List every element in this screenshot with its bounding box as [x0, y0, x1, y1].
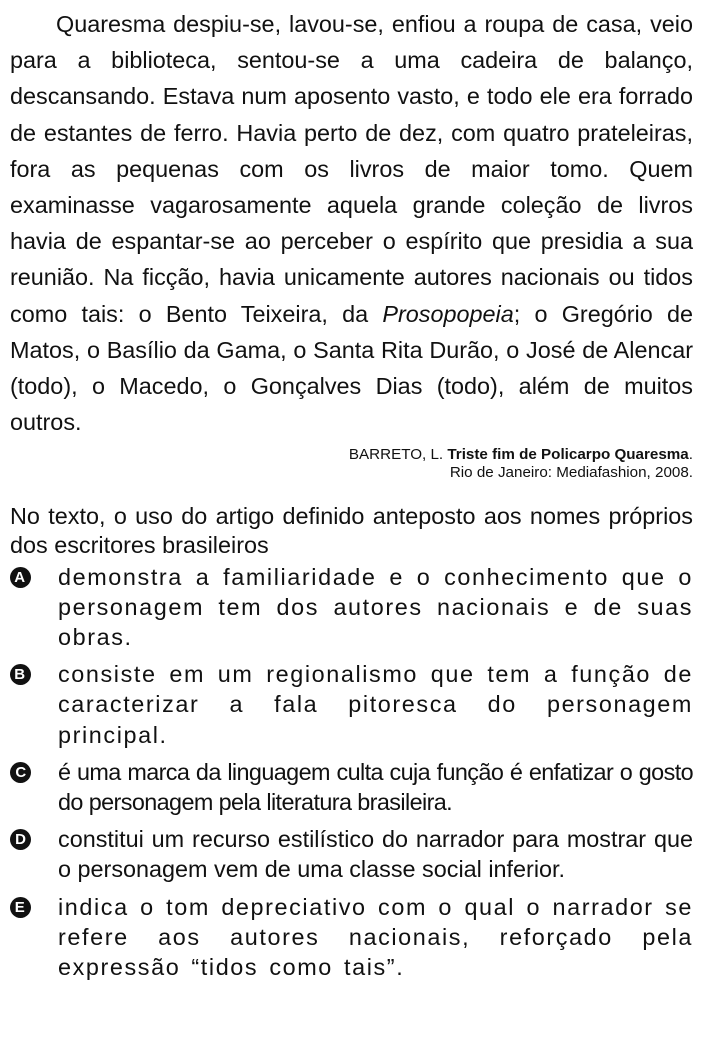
question-stem: No texto, o uso do artigo definido anteposto aos nomes próprios dos escritores brasileiros: [10, 503, 693, 559]
citation-author: BARRETO, L.: [348, 446, 448, 464]
source-citation: [10, 446, 693, 482]
citation-publisher: Rio de Janeiro: Mediafashion, 2008.: [449, 464, 693, 482]
option-c-letter-badge: C: [10, 762, 31, 783]
option-e[interactable]: [10, 892, 693, 983]
option-d-text: constitui um recurso estilístico do narrador para mostrar que o personagem vem de uma classe social inferior.: [58, 826, 693, 883]
option-c[interactable]: [10, 757, 693, 817]
answer-options: [10, 562, 693, 983]
reading-passage: [10, 6, 693, 440]
option-a-text: demonstra a familiaridade e o conhecimento que o personagem tem dos autores nacionais e de suas obras.: [58, 563, 693, 651]
passage-text-part-1: Quaresma despiu-se, lavou-se, enfiou a roupa de casa, veio para a biblioteca, sentou-se a uma cadeira de balanço, descansando. Estava num aposento vasto, e todo ele era forrado de estantes de ferro. Havia perto de dez, com quatro prateleiras, fora as pequenas com os livros de maior tomo. Quem examinasse vagarosamente aquela grande coleção de livros havia de espantar-se ao perceber o espírito que presidia a sua reunião. Na ficção, havia unicamente autores nacionais ou tidos como tais: o Bento Teixeira, da: [10, 11, 693, 327]
citation-line-1: [10, 446, 693, 464]
option-b-text: consiste em um regionalismo que tem a função de caracterizar a fala pitoresca do personagem principal.: [58, 661, 693, 748]
option-c-text: é uma marca da linguagem culta cuja função é enfatizar o gosto do personagem pela literatura brasileira.: [58, 758, 693, 816]
option-e-text: indica o tom depreciativo com o qual o narrador se refere aos autores nacionais, reforçado pela expressão “tidos como tais”.: [58, 893, 693, 981]
option-a-letter-badge: A: [10, 567, 31, 588]
option-e-letter-badge: E: [10, 897, 31, 918]
passage-text-part-2: ; o Gregório de Matos, o Basílio da Gama, o Santa Rita Durão, o José de Alencar (todo), o Macedo, o Gonçalves Dias (todo), além de muitos outros.: [10, 300, 693, 436]
exam-page: [10, 6, 693, 989]
option-b-letter-badge: B: [10, 664, 31, 685]
option-b[interactable]: [10, 659, 693, 750]
citation-title-period: .: [688, 446, 693, 464]
citation-book-title: Triste fim de Policarpo Quaresma: [447, 446, 689, 464]
option-a[interactable]: [10, 562, 693, 653]
option-d-letter-badge: D: [10, 829, 31, 850]
option-d[interactable]: [10, 824, 693, 884]
passage-italic-work-title: Prosopopeia: [382, 300, 514, 327]
